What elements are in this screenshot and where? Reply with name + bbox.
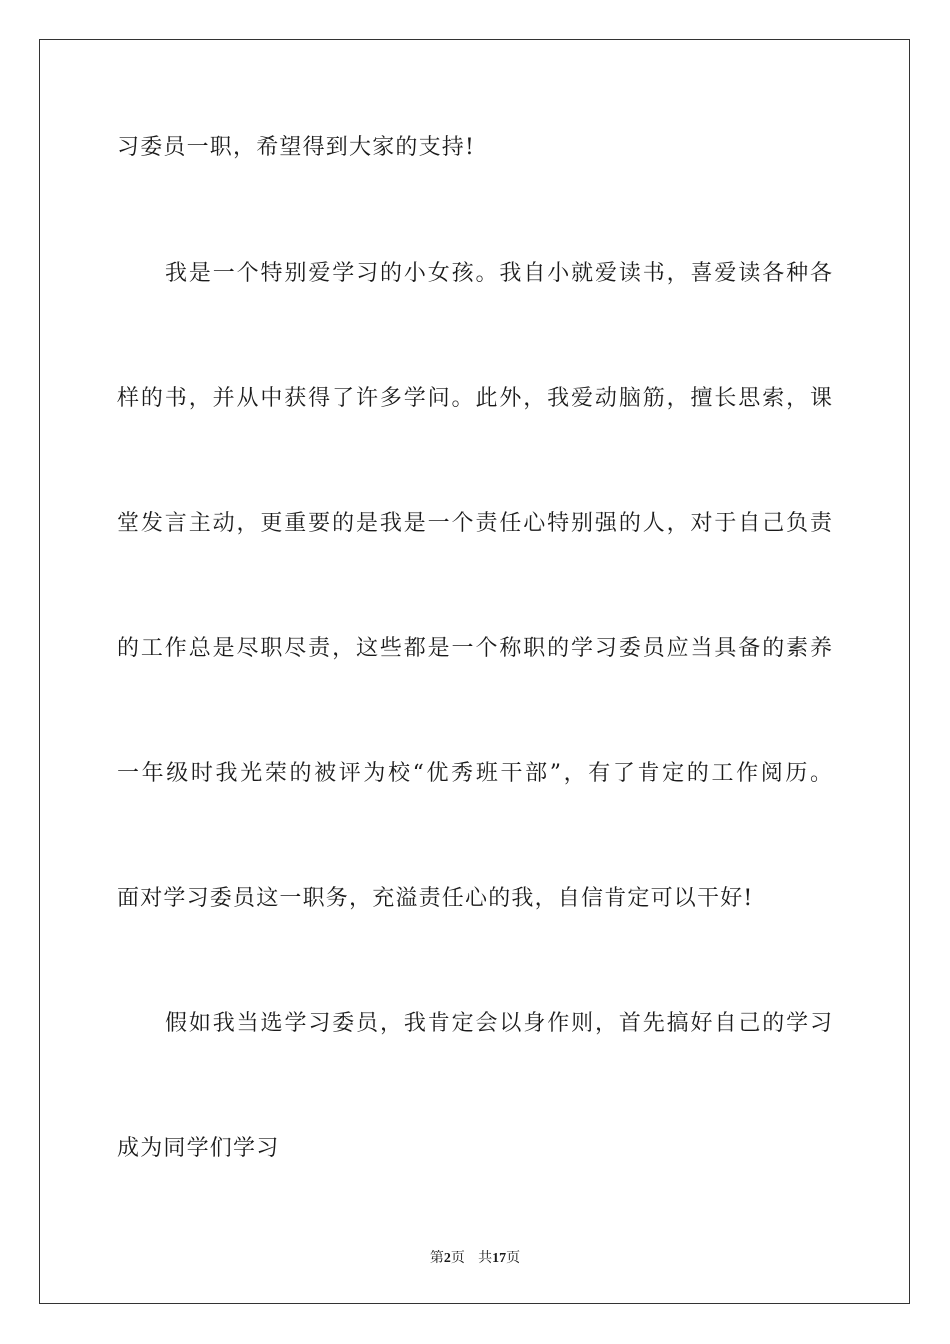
page-border [39, 39, 910, 1304]
paragraph-line: 我是一个特别爱学习的小女孩。我自小就爱读书，喜爱读各种各 [165, 261, 832, 286]
paragraph-line: 样的书，并从中获得了许多学问。此外，我爱动脑筋，擅长思索，课 [117, 386, 832, 411]
paragraph-line: 的工作总是尽职尽责，这些都是一个称职的学习委员应当具备的素养 [117, 636, 832, 661]
paragraph-line: 面对学习委员这一职务，充溢责任心的我，自信肯定可以干好! [117, 886, 754, 911]
paragraph-line: 堂发言主动，更重要的是我是一个责任心特别强的人，对于自己负责 [117, 511, 832, 536]
page-label-prefix: 第 [429, 1250, 444, 1266]
total-pages: 17 [492, 1251, 507, 1266]
total-label-prefix: 共 [478, 1250, 493, 1266]
paragraph-line: 习委员一职，希望得到大家的支持! [117, 135, 476, 160]
paragraph-line: 成为同学们学习 [117, 1136, 280, 1161]
page-footer [0, 1249, 950, 1268]
page-number: 2 [443, 1251, 451, 1266]
paragraph-line: 假如我当选学习委员，我肯定会以身作则，首先搞好自己的学习 [165, 1011, 832, 1036]
total-label-suffix: 页 [506, 1250, 521, 1266]
page-label-suffix: 页 [450, 1250, 465, 1266]
paragraph-line: 一年级时我光荣的被评为校“优秀班干部”，有了肯定的工作阅历。 [117, 761, 832, 786]
